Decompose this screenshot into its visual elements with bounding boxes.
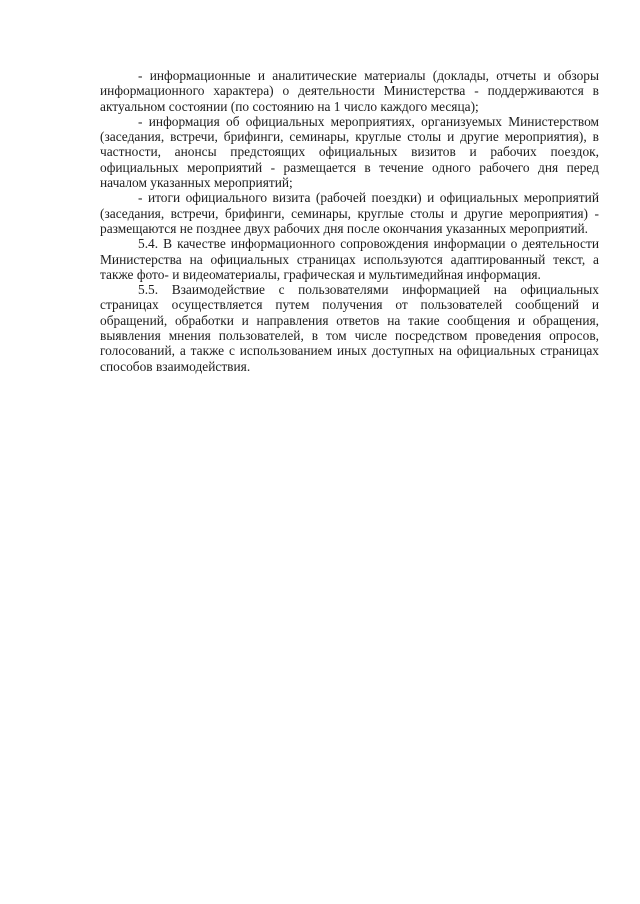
paragraph-official-events-info: - информация об официальных мероприятиях, организуемых Министерством (заседания, встречи, брифинги, семинары, круглые столы и другие мероприятия), в частности, анонсы предстоящих официальных визитов и рабочих поездок, официальных мероприятий - размещается в течение одного рабочего дня перед началом указанных мероприятий; (100, 113, 599, 191)
document-body (100, 68, 599, 374)
paragraph-section-5-5: 5.5. Взаимодействие с пользователями информацией на официальных страницах осуществляется путем получения от пользователей сообщений и обращений, обработки и направления ответов на такие сообщения и обращения, выявления мнения пользователей, в том числе посредством проведения опросов, голосований, а также с использованием иных доступных на официальных страницах способов взаимодействия. (100, 282, 599, 374)
paragraph-section-5-4: 5.4. В качестве информационного сопровождения информации о деятельности Министерства на официальных страницах используются адаптированный текст, а также фото- и видеоматериалы, графическая и мультимедийная информация. (100, 236, 599, 282)
paragraph-analytical-materials: - информационные и аналитические материалы (доклады, отчеты и обзоры информационного характера) о деятельности Министерства - поддерживаются в актуальном состоянии (по состоянию на 1 число каждого месяца); (100, 68, 599, 114)
paragraph-visit-results: - итоги официального визита (рабочей поездки) и официальных мероприятий (заседания, встречи, брифинги, семинары, круглые столы и другие мероприятия) - размещаются не позднее двух рабочих дня после окончания указанных мероприятий. (100, 190, 599, 236)
